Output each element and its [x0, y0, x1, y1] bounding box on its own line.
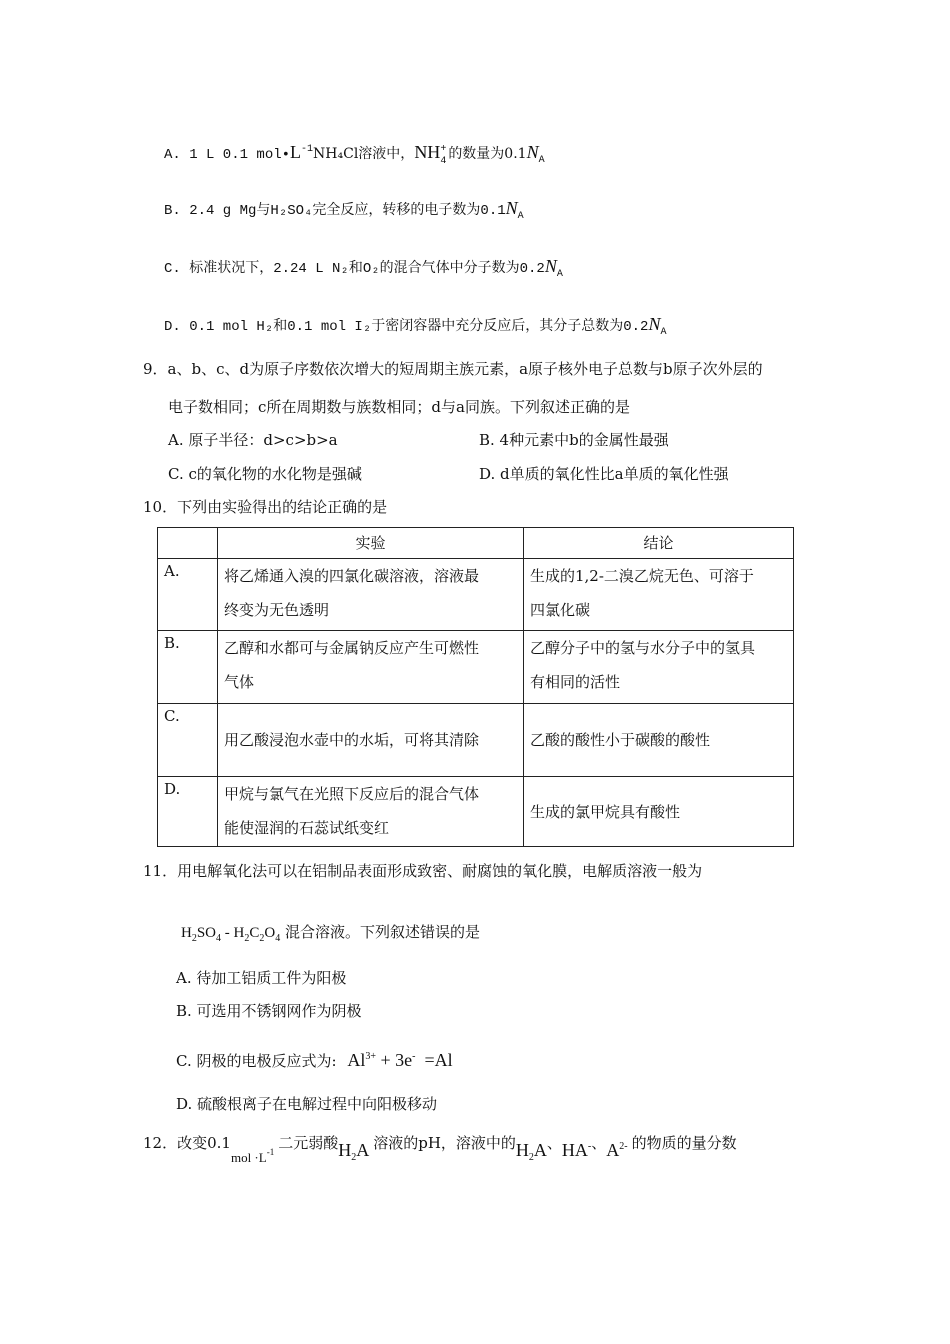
q11-stem-line1: 11．用电解氧化法可以在铝制品表面形成致密、耐腐蚀的氧化膜，电解质溶液一般为 — [143, 862, 703, 880]
q9-stem-line1: 9．a、b、c、d为原子序数依次增大的短周期主族元素，a原子核外电子总数与b原子次外层的 — [143, 360, 763, 378]
q8-option-b: B. 2.4 g Mg与H₂SO₄完全反应，转移的电子数为$0.1N_A$ — [164, 198, 524, 222]
q8-option-c: C. 标准状况下，2.24 L N₂和O₂的混合气体中分子数为$0.2N_A$ — [164, 256, 563, 280]
q9-option-a: A. 原子半径：d>c>b>a — [168, 431, 338, 449]
table-row — [158, 559, 794, 631]
header-cell-conclusion: 结论 — [524, 528, 794, 559]
q9-stem-line2: 电子数相同；c所在周期数与族数相同；d与a同族。下列叙述正确的是 — [168, 398, 630, 416]
q9-option-b: B. 4种元素中b的金属性最强 — [479, 431, 669, 449]
conclusion-cell: 生成的1,2-二溴乙烷无色、可溶于 四氯化碳 — [524, 559, 794, 631]
table-row — [158, 631, 794, 704]
row-label: C. — [158, 704, 218, 777]
q10-stem: 10．下列由实验得出的结论正确的是 — [143, 498, 388, 516]
formula-h2c2o4: $H_2C_2O_4$ — [233, 925, 281, 944]
experiment-cell: 将乙烯通入溴的四氯化碳溶液，溶液最 终变为无色透明 — [218, 559, 524, 631]
experiment-conclusion-table — [157, 527, 794, 847]
row-label: B. — [158, 631, 218, 704]
header-cell-experiment: 实验 — [218, 528, 524, 559]
table-row — [158, 704, 794, 777]
cathode-equation: $Al^{3+} + 3e^- =Al$ — [347, 1050, 453, 1070]
q9-option-d: D. d单质的氧化性比a单质的氧化性强 — [479, 465, 729, 483]
experiment-cell: 乙醇和水都可与金属钠反应产生可燃性 气体 — [218, 631, 524, 704]
formula-h2so4: $H_2SO_4$ — [181, 925, 222, 944]
q11-option-d: D. 硫酸根离子在电解过程中向阳极移动 — [176, 1095, 438, 1113]
table-row — [158, 777, 794, 847]
q12-stem: 12．改变$0.1mol \cdot L^{-1}$ 二元弱酸$H_2A$ 溶液的pH，溶液中的$H_2A$、HA-、$A^{2-}$ 的物质的量分数 — [143, 1134, 737, 1165]
row-label: A. — [158, 559, 218, 631]
experiment-cell: 用乙酸浸泡水壶中的水垢，可将其清除 — [218, 704, 524, 777]
experiment-cell: 甲烷与氯气在光照下反应后的混合气体 能使湿润的石蕊试纸变红 — [218, 777, 524, 847]
conclusion-cell: 乙酸的酸性小于碳酸的酸性 — [524, 704, 794, 777]
q9-option-c: C. c的氧化物的水化物是强碱 — [168, 465, 362, 483]
table-header-row — [158, 528, 794, 559]
q11-option-a: A. 待加工铝质工件为阳极 — [176, 969, 347, 987]
q11-option-b: B. 可选用不锈钢网作为阴极 — [176, 1002, 362, 1020]
conclusion-cell: 生成的氯甲烷具有酸性 — [524, 777, 794, 847]
q8-option-d: D. 0.1 mol H₂和0.1 mol I₂于密闭容器中充分反应后，其分子总数为$0.2N_A$ — [164, 314, 667, 338]
row-label: D. — [158, 777, 218, 847]
header-cell-empty — [158, 528, 218, 559]
q11-option-c: C. 阴极的电极反应式为: $Al^{3+} + 3e^- =Al$ — [176, 1050, 453, 1070]
q11-stem-line2: $H_2SO_4 - H_2C_2O_4$ 混合溶液。下列叙述错误的是 — [181, 923, 481, 944]
conclusion-cell: 乙醇分子中的氢与水分子中的氢具 有相同的活性 — [524, 631, 794, 704]
q8-option-a: A. 1 L 0.1 $mol•L^{-1}NH_4Cl$溶液中，NH + 4 的数量为$0.1N_A$ — [164, 142, 545, 167]
